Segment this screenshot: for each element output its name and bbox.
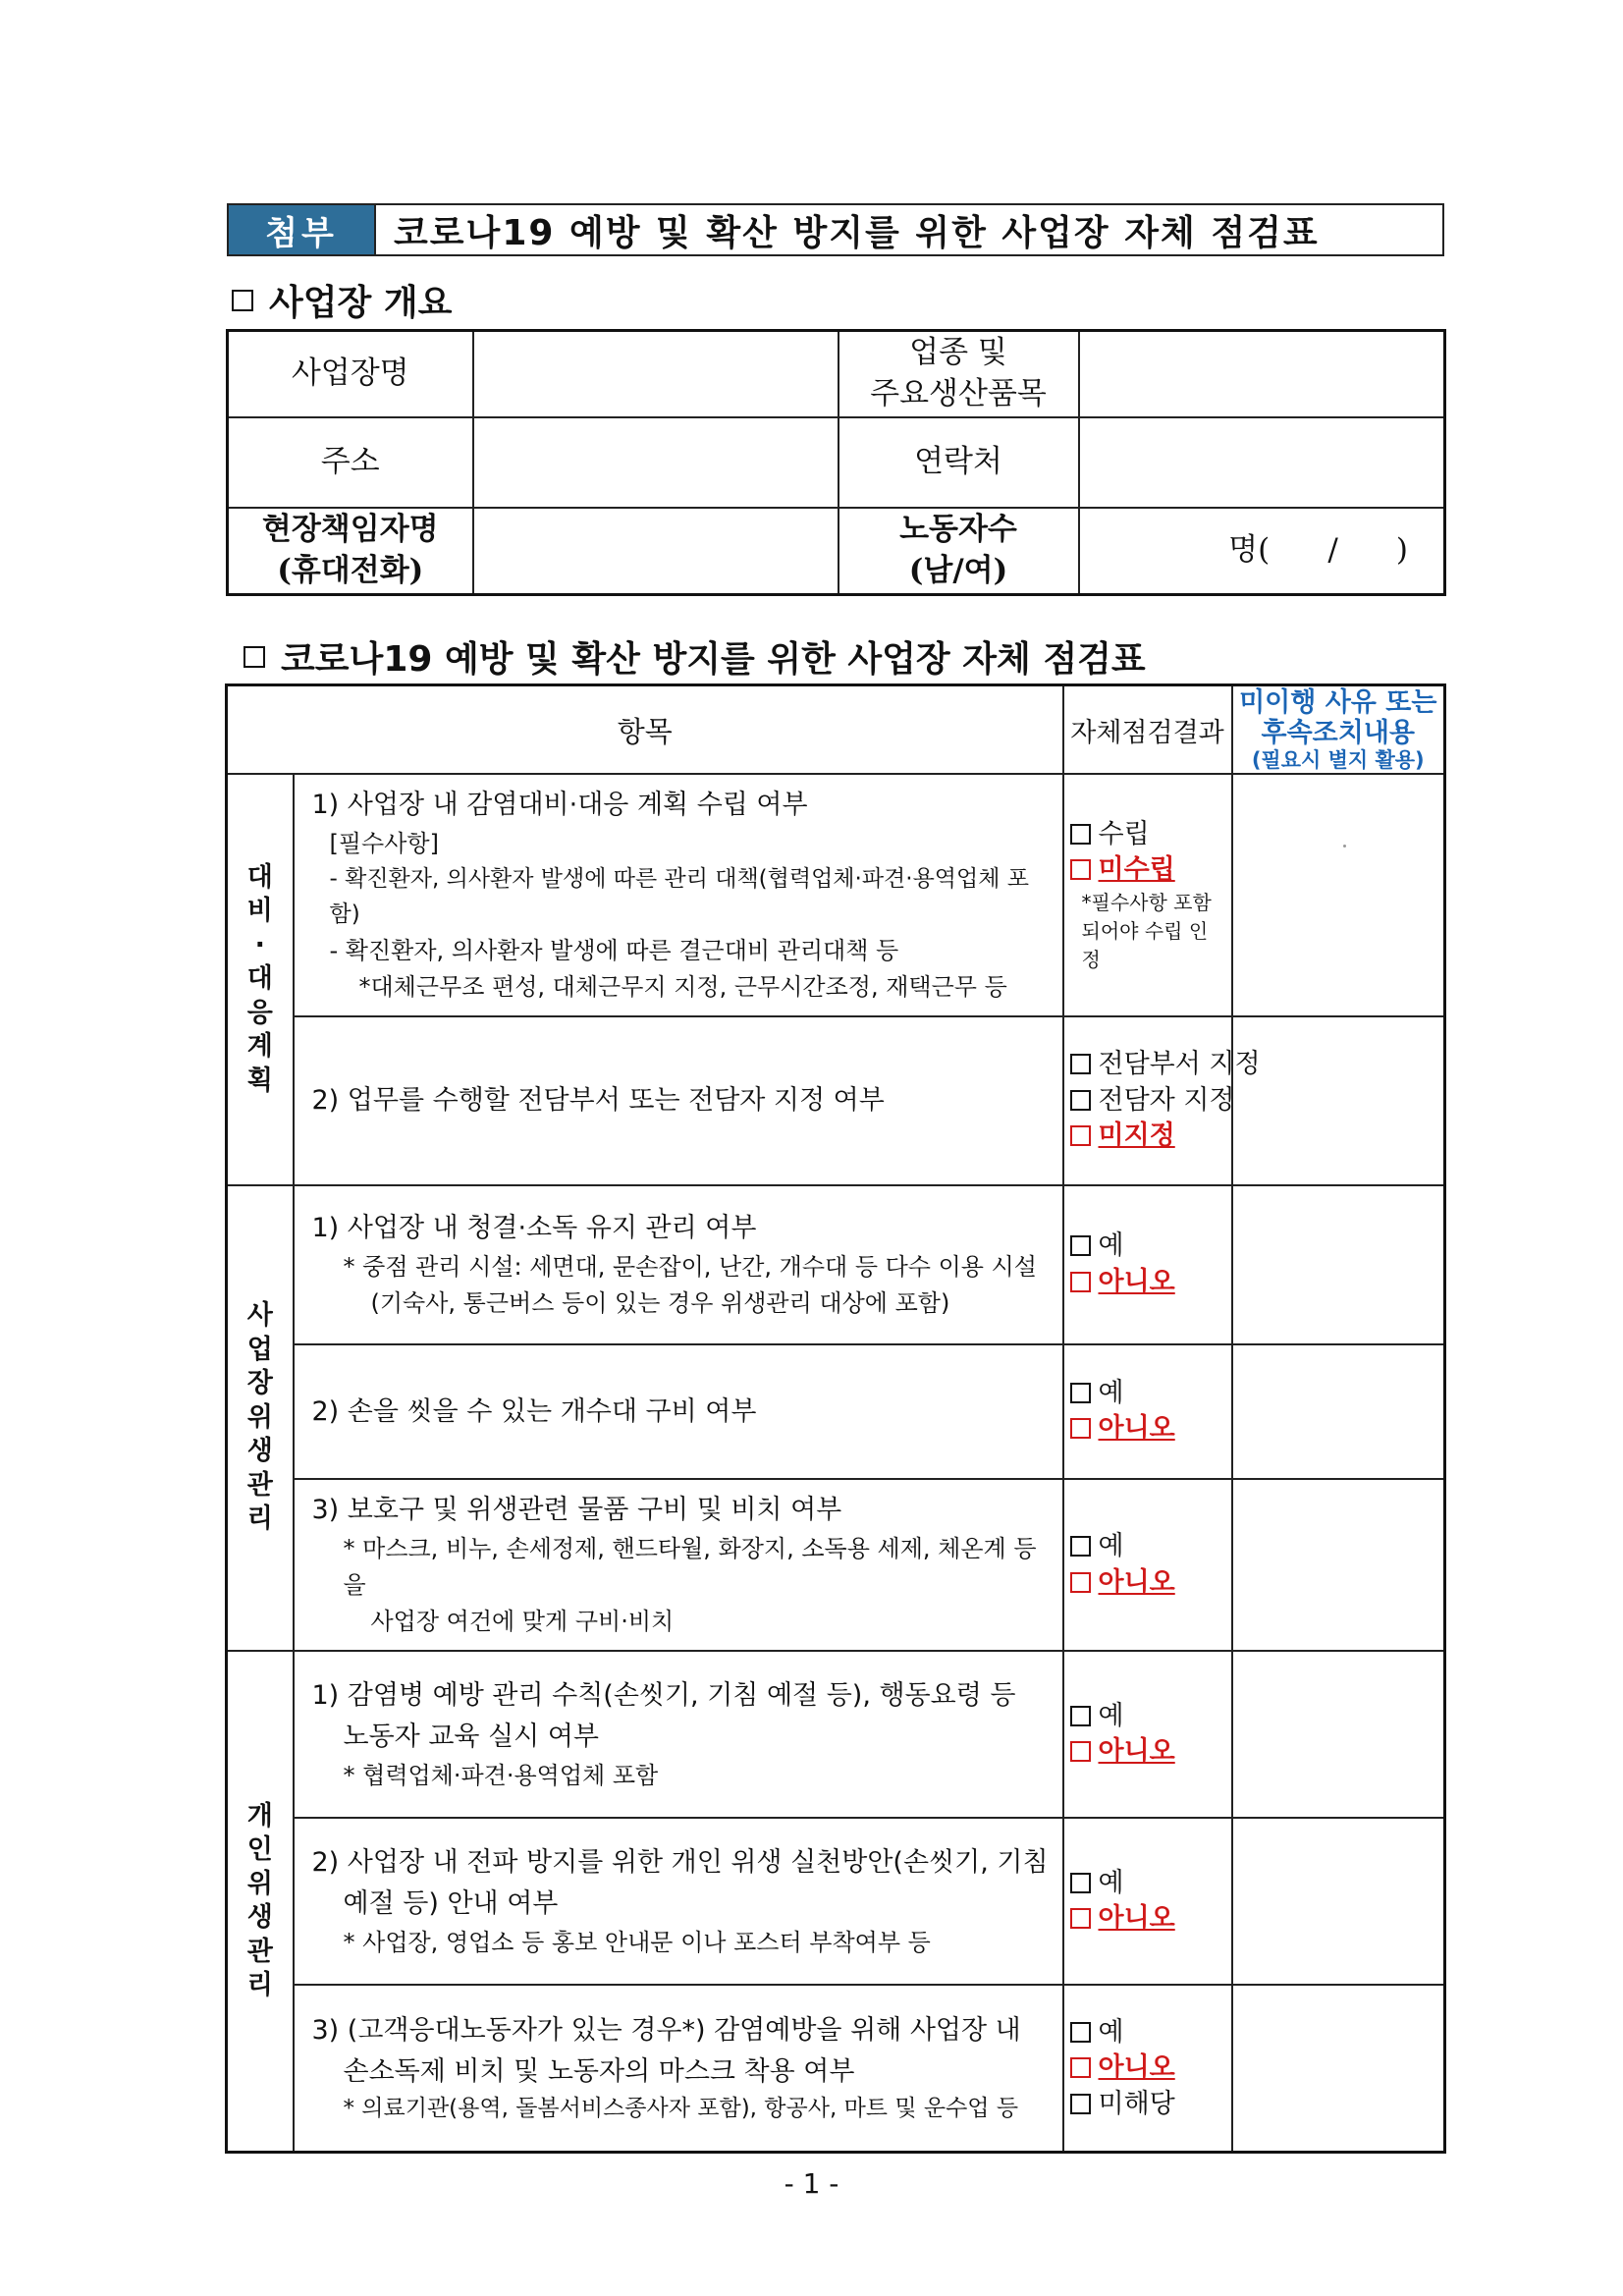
overview-table: [226, 329, 1446, 596]
checkbox-icon[interactable]: [1070, 1235, 1091, 1256]
checkbox-icon[interactable]: [1070, 1741, 1091, 1762]
reason-field[interactable]: [1232, 1651, 1445, 1818]
option-yes[interactable]: 예: [1070, 1229, 1225, 1264]
scan-speck: [1343, 845, 1346, 847]
item-dedicated-team: 2) 업무를 수행할 전담부서 또는 전담자 지정 여부: [294, 1016, 1063, 1185]
checkbox-icon[interactable]: [1070, 2057, 1091, 2078]
checkbox-icon[interactable]: [1070, 824, 1091, 845]
square-bullet-icon: [232, 290, 253, 311]
option-no[interactable]: 아니오: [1070, 1901, 1225, 1937]
checkbox-icon[interactable]: [1070, 2022, 1091, 2043]
checkbox-icon[interactable]: [1070, 1418, 1091, 1439]
reason-field[interactable]: [1232, 1818, 1445, 1985]
result-infection-plan: 수립 미수립 *필수사항 포함 되어야 수립 인정: [1063, 774, 1232, 1016]
overview-heading: [232, 275, 452, 325]
option-not-assigned[interactable]: 미지정: [1070, 1119, 1225, 1154]
result-cleaning: [1063, 1185, 1232, 1344]
checkbox-icon[interactable]: [1070, 1873, 1091, 1893]
option-established[interactable]: 수립: [1070, 817, 1225, 852]
col-reason-header: 미이행 사유 또는 후속조치내용 (필요시 별지 활용): [1232, 685, 1445, 775]
table-row: [227, 1818, 1445, 1985]
category-personal-hygiene: 개 인 위 생 관 리: [227, 1651, 294, 2153]
category-planning: 대 비 · 대 응 계 획: [227, 774, 294, 1185]
table-header-row: [227, 685, 1445, 775]
table-row: [228, 331, 1445, 417]
workers-field[interactable]: 명( / ): [1079, 508, 1445, 595]
table-row: [227, 1985, 1445, 2153]
option-person-assigned[interactable]: 전담자 지정: [1070, 1083, 1225, 1119]
option-yes[interactable]: 예: [1070, 1376, 1225, 1411]
address-label: 주소: [228, 417, 473, 508]
item-infection-plan: 1) 사업장 내 감염대비·대응 계획 수립 여부 [필수사항] - 확진환자, 의사환자 발생에 따른 관리 대책(협력업체·파견·용역업체 포함) - 확진환자, 의사환자 발생에 따른 결근대비 관리대책 등 *대체근무조 편성, 대체근무지 지정, 근무시간조정, 재택근무 등: [294, 774, 1063, 1016]
checklist-table: [225, 683, 1446, 2154]
checkbox-icon[interactable]: [1070, 1572, 1091, 1593]
option-not-established[interactable]: 미수립: [1070, 852, 1225, 888]
option-no[interactable]: 아니오: [1070, 1265, 1225, 1300]
option-yes[interactable]: 예: [1070, 1529, 1225, 1564]
reason-field[interactable]: [1232, 1985, 1445, 2153]
checkbox-icon[interactable]: [1070, 1125, 1091, 1146]
item-sink: 2) 손을 씻을 수 있는 개수대 구비 여부: [294, 1344, 1063, 1479]
result-dedicated-team: [1063, 1016, 1261, 1185]
overview-heading-text: 사업장 개요: [269, 283, 453, 323]
result-hygiene-guidance: [1063, 1818, 1232, 1985]
reason-field[interactable]: [1232, 1344, 1445, 1479]
reason-field[interactable]: [1232, 774, 1445, 1016]
checkbox-icon[interactable]: [1070, 2094, 1091, 2114]
contact-field[interactable]: [1079, 417, 1445, 508]
item-cleaning: 1) 사업장 내 청결·소독 유지 관리 여부 * 중점 관리 시설: 세면대, 문손잡이, 난간, 개수대 등 다수 이용 시설 (기숙사, 통근버스 등이 있는 경우 위생관리 대상에 포함): [294, 1185, 1063, 1344]
manager-label: 현장책임자명 (휴대전화): [228, 508, 473, 595]
industry-field[interactable]: [1079, 331, 1445, 417]
workers-label: 노동자수 (남/여): [839, 508, 1079, 595]
business-name-label: 사업장명: [228, 331, 473, 417]
checkbox-icon[interactable]: [1070, 1272, 1091, 1292]
industry-label: 업종 및 주요생산품목: [839, 331, 1079, 417]
option-no[interactable]: 아니오: [1070, 1734, 1225, 1770]
table-row: [228, 508, 1445, 595]
result-protective-gear: [1063, 1479, 1232, 1651]
page-number: - 1 -: [784, 2167, 839, 2200]
square-bullet-icon: [243, 646, 265, 668]
result-worker-education: [1063, 1651, 1232, 1818]
item-protective-gear: 3) 보호구 및 위생관련 물품 구비 및 비치 여부 * 마스크, 비누, 손세정제, 핸드타월, 화장지, 소독용 세제, 체온계 등을 사업장 여건에 맞게 구비·비치: [294, 1479, 1063, 1651]
manager-field[interactable]: [473, 508, 839, 595]
checkbox-icon[interactable]: [1070, 1383, 1091, 1403]
result-sink: [1063, 1344, 1232, 1479]
option-no[interactable]: 아니오: [1070, 1565, 1225, 1601]
item-hygiene-guidance: 2) 사업장 내 전파 방지를 위한 개인 위생 실천방안(손씻기, 기침 예절 등) 안내 여부 * 사업장, 영업소 등 홍보 안내문 이나 포스터 부착여부 등: [294, 1818, 1063, 1985]
checkbox-icon[interactable]: [1070, 1908, 1091, 1929]
option-yes[interactable]: 예: [1070, 2015, 1225, 2050]
checkbox-icon[interactable]: [1070, 1536, 1091, 1557]
checkbox-icon[interactable]: [1070, 1054, 1091, 1074]
checkbox-icon[interactable]: [1070, 859, 1091, 880]
option-yes[interactable]: 예: [1070, 1699, 1225, 1734]
checklist-heading-text: 코로나19 예방 및 확산 방지를 위한 사업장 자체 점검표: [281, 639, 1146, 680]
business-name-field[interactable]: [473, 331, 839, 417]
reason-field[interactable]: [1232, 1016, 1445, 1185]
reason-field[interactable]: [1232, 1185, 1445, 1344]
address-field[interactable]: [473, 417, 839, 508]
document-title: 코로나19 예방 및 확산 방지를 위한 사업장 자체 점검표: [374, 205, 1442, 254]
result-customer-facing: [1063, 1985, 1232, 2153]
checkbox-icon[interactable]: [1070, 1090, 1091, 1111]
item-worker-education: 1) 감염병 예방 관리 수칙(손씻기, 기침 예절 등), 행동요령 등 노동자 교육 실시 여부 * 협력업체·파견·용역업체 포함: [294, 1651, 1063, 1818]
document-title-bar: [227, 203, 1444, 256]
table-row: [227, 1016, 1445, 1185]
option-yes[interactable]: 예: [1070, 1866, 1225, 1901]
contact-label: 연락처: [839, 417, 1079, 508]
col-item-header: 항목: [227, 685, 1063, 775]
attachment-tag: 첨부: [229, 205, 374, 254]
table-row: [227, 1479, 1445, 1651]
table-row: [227, 1344, 1445, 1479]
option-no[interactable]: 아니오: [1070, 1411, 1225, 1447]
option-no[interactable]: 아니오: [1070, 2050, 1225, 2086]
reason-field[interactable]: [1232, 1479, 1445, 1651]
option-dept-assigned[interactable]: 전담부서 지정: [1070, 1047, 1225, 1082]
checkbox-icon[interactable]: [1070, 1706, 1091, 1726]
table-row: [228, 417, 1445, 508]
table-row: [227, 774, 1445, 1016]
item-customer-facing: 3) (고객응대노동자가 있는 경우*) 감염예방을 위해 사업장 내 손소독제 비치 및 노동자의 마스크 착용 여부 * 의료기관(용역, 돌봄서비스종사자 포함), 항공사, 마트 및 운수업 등: [294, 1985, 1063, 2153]
col-result-header: 자체점검결과: [1063, 685, 1232, 775]
checklist-heading: [243, 631, 1146, 682]
table-row: [227, 1651, 1445, 1818]
table-row: [227, 1185, 1445, 1344]
category-workplace-hygiene: 사 업 장 위 생 관 리: [227, 1185, 294, 1651]
option-not-applicable[interactable]: 미해당: [1070, 2087, 1225, 2122]
